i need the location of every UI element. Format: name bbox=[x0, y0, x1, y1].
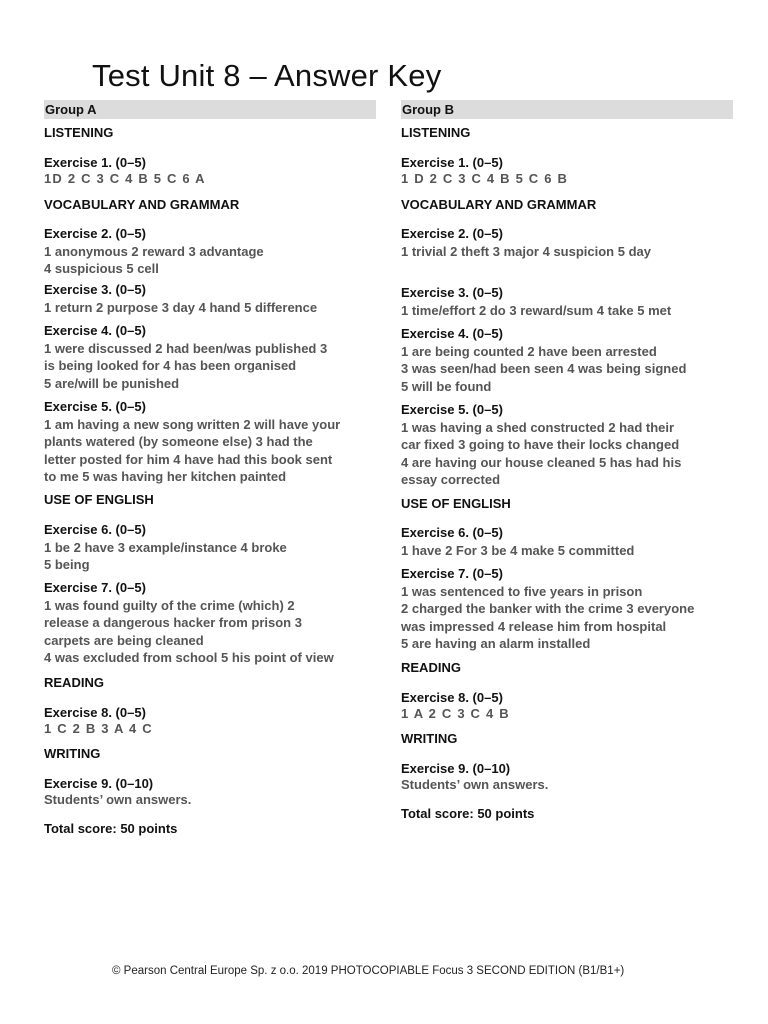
exercise-8 bbox=[44, 704, 153, 736]
footer-copyright: © Pearson Central Europe Sp. z o.o. 2019 PHOTOCOPIABLE Focus 3 SECOND EDITION (B1/B1+) bbox=[112, 965, 625, 977]
exercise-answers: 4 was excluded from school 5 his point of view bbox=[44, 650, 334, 666]
exercise-answers: 1 am having a new song written 2 will have your bbox=[44, 416, 341, 432]
exercise-4 bbox=[44, 322, 327, 392]
exercise-title: Exercise 7. (0–5) bbox=[44, 580, 146, 595]
exercise-answers: 4 suspicious 5 cell bbox=[44, 261, 159, 277]
exercise-title: Exercise 5. (0–5) bbox=[44, 399, 146, 414]
exercise-title: Exercise 5. (0–5) bbox=[401, 402, 503, 417]
exercise-3 bbox=[44, 281, 317, 316]
exercise-answers: 1 be 2 have 3 example/instance 4 broke bbox=[44, 539, 287, 555]
exercise-answers: 1 are being counted 2 have been arrested bbox=[401, 343, 657, 359]
exercise-title: Exercise 4. (0–5) bbox=[44, 323, 146, 338]
group-a-header: Group A bbox=[44, 100, 376, 119]
exercise-title: Exercise 8. (0–5) bbox=[44, 705, 146, 720]
exercise-answers: 1 trivial 2 theft 3 major 4 suspicion 5 day bbox=[401, 243, 651, 259]
exercise-answers: carpets are being cleaned bbox=[44, 632, 204, 648]
group-b-header: Group B bbox=[401, 100, 733, 119]
exercise-answers: letter posted for him 4 have had this book sent bbox=[44, 451, 333, 467]
exercise-title: Exercise 6. (0–5) bbox=[401, 525, 503, 540]
exercise-title: Exercise 2. (0–5) bbox=[401, 226, 503, 241]
exercise-answers: 1 were discussed 2 had been/was published 3 bbox=[44, 340, 328, 356]
exercise-answers: 1 was found guilty of the crime (which) 2 bbox=[44, 597, 295, 613]
exercise-title: Exercise 3. (0–5) bbox=[44, 282, 146, 297]
group-a-column bbox=[44, 100, 376, 860]
exercise-answers: 3 was seen/had been seen 4 was being signed bbox=[401, 361, 687, 377]
exercise-answers: 2 charged the banker with the crime 3 everyone bbox=[401, 601, 695, 617]
exercise-title: Exercise 1. (0–5) bbox=[44, 155, 146, 170]
section-listening: LISTENING bbox=[44, 125, 114, 140]
exercise-2 bbox=[401, 225, 651, 260]
exercise-3 bbox=[401, 284, 671, 319]
exercise-answers: 1 A 2 C 3 C 4 B bbox=[401, 705, 510, 721]
exercise-answers: 1D 2 C 3 C 4 B 5 C 6 A bbox=[44, 170, 206, 186]
exercise-9 bbox=[44, 775, 191, 807]
exercise-answers: to me 5 was having her kitchen painted bbox=[44, 469, 287, 485]
exercise-7 bbox=[44, 579, 334, 667]
total-score: Total score: 50 points bbox=[401, 806, 535, 821]
exercise-answers: 4 are having our house cleaned 5 has had his bbox=[401, 454, 682, 470]
exercise-answers: 1 return 2 purpose 3 day 4 hand 5 difference bbox=[44, 299, 318, 315]
exercise-answers: was impressed 4 release him from hospital bbox=[401, 618, 667, 634]
exercise-answers: 1 was having a shed constructed 2 had their bbox=[401, 419, 675, 435]
exercise-title: Exercise 9. (0–10) bbox=[44, 776, 154, 791]
exercise-5 bbox=[401, 401, 681, 489]
exercise-answers: Students’ own answers. bbox=[401, 776, 549, 792]
section-writing: WRITING bbox=[44, 746, 101, 761]
exercise-answers: release a dangerous hacker from prison 3 bbox=[44, 615, 302, 631]
exercise-1 bbox=[44, 154, 206, 186]
exercise-answers: 1 D 2 C 3 C 4 B 5 C 6 B bbox=[401, 170, 569, 186]
exercise-answers: car fixed 3 going to have their locks changed bbox=[401, 437, 680, 453]
section-vocab-grammar: VOCABULARY AND GRAMMAR bbox=[401, 197, 597, 212]
exercise-title: Exercise 2. (0–5) bbox=[44, 226, 146, 241]
exercise-2 bbox=[44, 225, 264, 278]
exercise-answers: 5 are/will be punished bbox=[44, 375, 180, 391]
exercise-5 bbox=[44, 398, 340, 486]
exercise-answers: 1 was sentenced to five years in prison bbox=[401, 583, 643, 599]
exercise-title: Exercise 6. (0–5) bbox=[44, 522, 146, 537]
exercise-1 bbox=[401, 154, 568, 186]
exercise-answers: 1 anonymous 2 reward 3 advantage bbox=[44, 243, 264, 259]
exercise-answers: 1 C 2 B 3 A 4 C bbox=[44, 720, 153, 736]
exercise-answers: 5 are having an alarm installed bbox=[401, 636, 591, 652]
exercise-6 bbox=[401, 524, 634, 559]
section-use-of-english: USE OF ENGLISH bbox=[44, 492, 154, 507]
exercise-answers: essay corrected bbox=[401, 472, 501, 488]
exercise-title: Exercise 3. (0–5) bbox=[401, 285, 503, 300]
exercise-4 bbox=[401, 325, 686, 395]
section-use-of-english: USE OF ENGLISH bbox=[401, 496, 511, 511]
exercise-title: Exercise 8. (0–5) bbox=[401, 690, 503, 705]
exercise-6 bbox=[44, 521, 287, 574]
section-writing: WRITING bbox=[401, 731, 458, 746]
exercise-title: Exercise 9. (0–10) bbox=[401, 761, 511, 776]
exercise-answers: is being looked for 4 has been organised bbox=[44, 358, 297, 374]
exercise-answers: 1 time/effort 2 do 3 reward/sum 4 take 5 met bbox=[401, 302, 672, 318]
group-b-column bbox=[401, 100, 733, 860]
exercise-9 bbox=[401, 760, 548, 792]
exercise-8 bbox=[401, 689, 510, 721]
section-reading: READING bbox=[44, 675, 104, 690]
total-score: Total score: 50 points bbox=[44, 821, 178, 836]
section-listening: LISTENING bbox=[401, 125, 471, 140]
exercise-title: Exercise 7. (0–5) bbox=[401, 566, 503, 581]
exercise-7 bbox=[401, 565, 694, 653]
exercise-answers: 5 will be found bbox=[401, 378, 492, 394]
exercise-answers: 1 have 2 For 3 be 4 make 5 committed bbox=[401, 542, 635, 558]
exercise-answers: 5 being bbox=[44, 557, 90, 573]
section-vocab-grammar: VOCABULARY AND GRAMMAR bbox=[44, 197, 240, 212]
exercise-answers: Students’ own answers. bbox=[44, 791, 192, 807]
page-title: Test Unit 8 – Answer Key bbox=[92, 58, 442, 93]
exercise-title: Exercise 4. (0–5) bbox=[401, 326, 503, 341]
section-reading: READING bbox=[401, 660, 461, 675]
exercise-answers: plants watered (by someone else) 3 had the bbox=[44, 434, 313, 450]
exercise-title: Exercise 1. (0–5) bbox=[401, 155, 503, 170]
